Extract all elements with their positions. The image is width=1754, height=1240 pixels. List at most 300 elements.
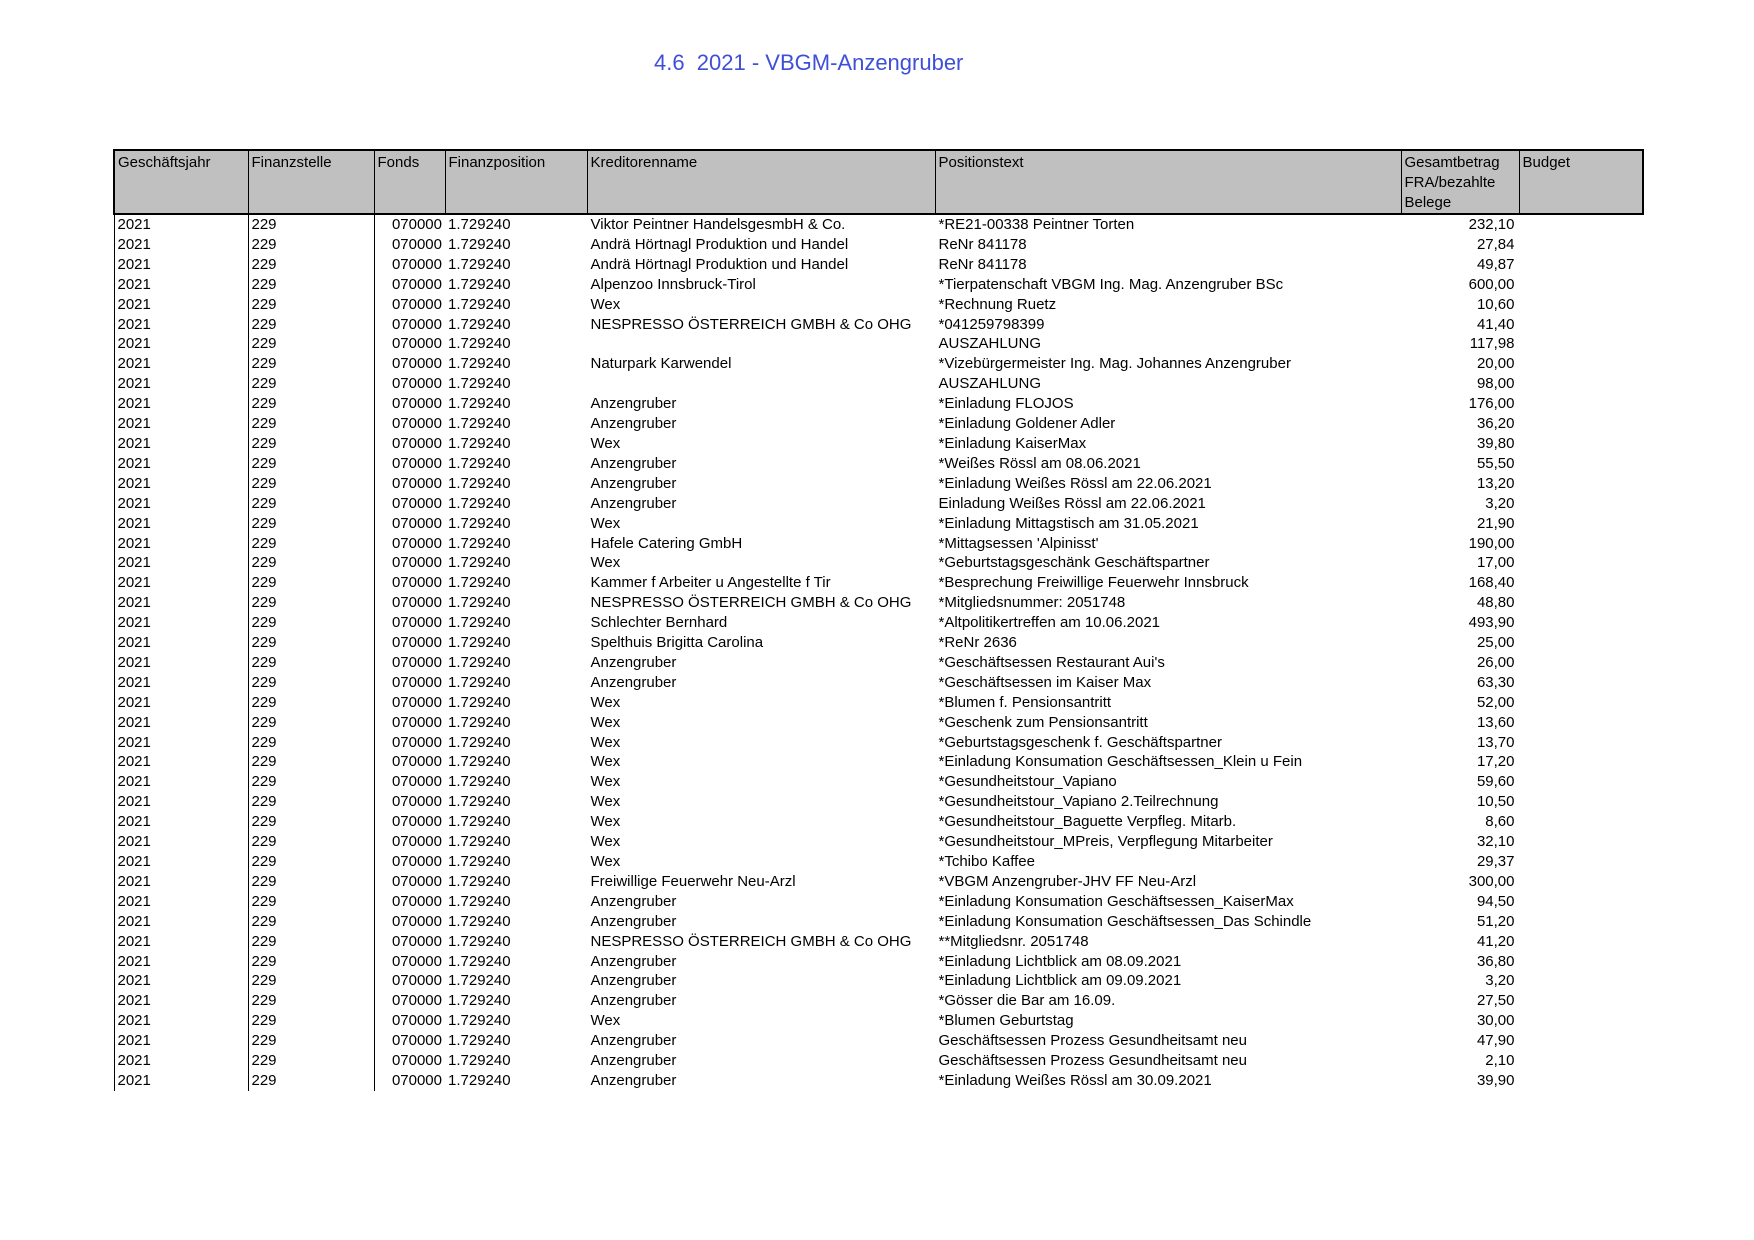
- table-row: [114, 573, 1643, 593]
- cell-kreditorenname: Naturpark Karwendel: [590, 355, 732, 373]
- cell-finanzstelle: 229: [248, 733, 374, 753]
- cell-gesamtbetrag: 232,10: [1468, 216, 1515, 233]
- cell-positionstext: *Besprechung Freiwillige Feuerwehr Innsbruck: [938, 574, 1249, 592]
- cell-fonds: 070000: [374, 295, 445, 315]
- cell-geschaeftsjahr: 2021: [114, 374, 248, 394]
- cell-finanzposition: 1.729240: [448, 315, 511, 333]
- cell-finanzstelle: 229: [248, 474, 374, 494]
- cell-kreditorenname: Andrä Hörtnagl Produktion und Handel: [590, 255, 849, 273]
- cell-finanzposition: 1.729240: [448, 813, 511, 831]
- cell-finanzstelle: 229: [248, 1031, 374, 1051]
- cell-finanzstelle: 229: [248, 454, 374, 474]
- cell-finanzposition: 1.729240: [448, 932, 511, 950]
- cell-kreditorenname: Anzengruber: [590, 653, 677, 671]
- cell-positionstext: *041259798399: [938, 315, 1045, 333]
- cell-finanzposition: 1.729240: [448, 773, 511, 791]
- cell-kreditorenname: Anzengruber: [590, 395, 677, 413]
- cell-finanzposition: 1.729240: [448, 1032, 511, 1050]
- cell-finanzstelle: 229: [248, 673, 374, 693]
- cell-fonds: 070000: [374, 912, 445, 932]
- table-row: [114, 713, 1643, 733]
- cell-budget: [1519, 1011, 1643, 1031]
- cell-positionstext: *Einladung Weißes Rössl am 22.06.2021: [938, 474, 1212, 492]
- table-row: [114, 991, 1643, 1011]
- cell-budget: [1519, 315, 1643, 335]
- cell-finanzposition: 1.729240: [448, 275, 511, 293]
- expense-table-container: [113, 149, 1642, 1091]
- cell-positionstext: *Gesundheitstour_Vapiano: [938, 773, 1117, 791]
- cell-gesamtbetrag: 48,80: [1476, 594, 1515, 612]
- cell-finanzstelle: 229: [248, 235, 374, 255]
- cell-gesamtbetrag: 8,60: [1485, 813, 1515, 831]
- cell-gesamtbetrag: 117,98: [1469, 335, 1515, 353]
- cell-budget: [1519, 852, 1643, 872]
- cell-gesamtbetrag: 47,90: [1476, 1032, 1515, 1050]
- table-row: [114, 792, 1643, 812]
- cell-finanzposition: 1.729240: [448, 434, 511, 452]
- cell-fonds: 070000: [374, 991, 445, 1011]
- cell-geschaeftsjahr: 2021: [114, 494, 248, 514]
- cell-positionstext: *Gesundheitstour_Vapiano 2.Teilrechnung: [938, 793, 1219, 811]
- cell-finanzposition: 1.729240: [448, 972, 511, 990]
- cell-fonds: 070000: [374, 1071, 445, 1091]
- cell-geschaeftsjahr: 2021: [114, 434, 248, 454]
- cell-kreditorenname: Wex: [590, 693, 621, 711]
- cell-budget: [1519, 812, 1643, 832]
- cell-finanzposition: 1.729240: [448, 733, 511, 751]
- header-positionstext: Positionstext: [935, 150, 1401, 214]
- cell-positionstext: Einladung Weißes Rössl am 22.06.2021: [938, 494, 1206, 512]
- cell-budget: [1519, 275, 1643, 295]
- cell-budget: [1519, 394, 1643, 414]
- cell-fonds: 070000: [374, 414, 445, 434]
- cell-positionstext: *VBGM Anzengruber-JHV FF Neu-Arzl: [938, 872, 1197, 890]
- cell-geschaeftsjahr: 2021: [114, 892, 248, 912]
- cell-positionstext: *Geburtstagsgeschänk Geschäftspartner: [938, 554, 1210, 572]
- cell-fonds: 070000: [374, 812, 445, 832]
- table-row: [114, 733, 1643, 753]
- table-row: [114, 235, 1643, 255]
- cell-kreditorenname: Wex: [590, 753, 621, 771]
- cell-fonds: 070000: [374, 852, 445, 872]
- cell-budget: [1519, 255, 1643, 275]
- table-row: [114, 414, 1643, 434]
- cell-budget: [1519, 673, 1643, 693]
- cell-gesamtbetrag: 98,00: [1476, 375, 1515, 393]
- cell-fonds: 070000: [374, 394, 445, 414]
- table-row: [114, 971, 1643, 991]
- cell-kreditorenname: NESPRESSO ÖSTERREICH GMBH & Co OHG: [590, 594, 912, 612]
- cell-fonds: 070000: [374, 713, 445, 733]
- cell-fonds: 070000: [374, 434, 445, 454]
- cell-kreditorenname: Anzengruber: [590, 1071, 677, 1089]
- table-row: [114, 673, 1643, 693]
- cell-gesamtbetrag: 176,00: [1468, 395, 1515, 413]
- cell-geschaeftsjahr: 2021: [114, 852, 248, 872]
- cell-kreditorenname: Wex: [590, 554, 621, 572]
- cell-budget: [1519, 214, 1643, 235]
- cell-finanzstelle: 229: [248, 494, 374, 514]
- table-row: [114, 434, 1643, 454]
- cell-budget: [1519, 414, 1643, 434]
- cell-geschaeftsjahr: 2021: [114, 394, 248, 414]
- cell-kreditorenname: [587, 334, 935, 354]
- cell-fonds: 070000: [374, 932, 445, 952]
- cell-gesamtbetrag: 36,80: [1476, 952, 1515, 970]
- cell-budget: [1519, 633, 1643, 653]
- cell-gesamtbetrag: 52,00: [1476, 693, 1515, 711]
- table-row: [114, 872, 1643, 892]
- cell-kreditorenname: NESPRESSO ÖSTERREICH GMBH & Co OHG: [590, 932, 912, 950]
- cell-positionstext: *ReNr 2636: [938, 634, 1017, 652]
- cell-budget: [1519, 613, 1643, 633]
- cell-positionstext: *Geschäftsessen im Kaiser Max: [938, 673, 1152, 691]
- cell-budget: [1519, 374, 1643, 394]
- cell-kreditorenname: Wex: [590, 295, 621, 313]
- cell-geschaeftsjahr: 2021: [114, 534, 248, 554]
- cell-positionstext: *Blumen Geburtstag: [938, 1012, 1074, 1030]
- cell-positionstext: *Einladung Konsumation Geschäftsessen_Klein u Fein: [938, 753, 1303, 771]
- cell-kreditorenname: Kammer f Arbeiter u Angestellte f Tir: [590, 574, 831, 592]
- header-fonds: Fonds: [374, 150, 445, 214]
- cell-budget: [1519, 792, 1643, 812]
- cell-budget: [1519, 593, 1643, 613]
- cell-budget: [1519, 514, 1643, 534]
- cell-finanzposition: 1.729240: [448, 653, 511, 671]
- cell-finanzposition: 1.729240: [448, 952, 511, 970]
- cell-fonds: 070000: [374, 334, 445, 354]
- cell-kreditorenname: Wex: [590, 713, 621, 731]
- cell-budget: [1519, 295, 1643, 315]
- cell-fonds: 070000: [374, 1031, 445, 1051]
- cell-fonds: 070000: [374, 374, 445, 394]
- header-gesamtbetrag-line2: FRA/bezahlte: [1404, 174, 1496, 191]
- cell-gesamtbetrag: 29,37: [1476, 853, 1515, 870]
- cell-geschaeftsjahr: 2021: [114, 832, 248, 852]
- cell-finanzstelle: 229: [248, 613, 374, 633]
- table-row: [114, 275, 1643, 295]
- cell-gesamtbetrag: 17,20: [1476, 753, 1515, 771]
- header-gesamtbetrag-line3: Belege: [1404, 194, 1452, 211]
- cell-finanzstelle: 229: [248, 1071, 374, 1091]
- cell-fonds: 070000: [374, 752, 445, 772]
- cell-fonds: 070000: [374, 593, 445, 613]
- cell-kreditorenname: [587, 374, 935, 394]
- cell-kreditorenname: Viktor Peintner HandelsgesmbH & Co.: [590, 216, 846, 233]
- table-row: [114, 593, 1643, 613]
- cell-finanzposition: 1.729240: [448, 454, 511, 472]
- cell-positionstext: Geschäftsessen Prozess Gesundheitsamt neu: [938, 1052, 1247, 1070]
- cell-geschaeftsjahr: 2021: [114, 952, 248, 972]
- table-row: [114, 334, 1643, 354]
- cell-kreditorenname: Anzengruber: [590, 494, 677, 512]
- cell-geschaeftsjahr: 2021: [114, 713, 248, 733]
- cell-gesamtbetrag: 17,00: [1476, 554, 1515, 572]
- cell-fonds: 070000: [374, 693, 445, 713]
- cell-kreditorenname: Wex: [590, 813, 621, 831]
- cell-fonds: 070000: [374, 952, 445, 972]
- cell-geschaeftsjahr: 2021: [114, 354, 248, 374]
- cell-kreditorenname: Spelthuis Brigitta Carolina: [590, 634, 764, 652]
- cell-positionstext: *Tchibo Kaffee: [938, 853, 1035, 870]
- cell-geschaeftsjahr: 2021: [114, 693, 248, 713]
- cell-finanzstelle: 229: [248, 593, 374, 613]
- cell-gesamtbetrag: 10,50: [1476, 793, 1515, 811]
- cell-geschaeftsjahr: 2021: [114, 275, 248, 295]
- cell-fonds: 070000: [374, 733, 445, 753]
- cell-fonds: 070000: [374, 613, 445, 633]
- cell-finanzposition: 1.729240: [448, 594, 511, 612]
- cell-gesamtbetrag: 3,20: [1485, 494, 1515, 512]
- cell-gesamtbetrag: 10,60: [1476, 295, 1515, 313]
- cell-positionstext: *Vizebürgermeister Ing. Mag. Johannes Anzengruber: [938, 355, 1291, 373]
- cell-fonds: 070000: [374, 514, 445, 534]
- cell-positionstext: *Gösser die Bar am 16.09.: [938, 992, 1116, 1010]
- cell-positionstext: ReNr 841178: [938, 235, 1027, 253]
- header-row: [114, 150, 1643, 214]
- cell-budget: [1519, 971, 1643, 991]
- cell-finanzstelle: 229: [248, 534, 374, 554]
- cell-finanzposition: 1.729240: [448, 912, 511, 930]
- cell-fonds: 070000: [374, 553, 445, 573]
- table-row: [114, 832, 1643, 852]
- cell-geschaeftsjahr: 2021: [114, 971, 248, 991]
- table-row: [114, 295, 1643, 315]
- cell-finanzstelle: 229: [248, 295, 374, 315]
- cell-gesamtbetrag: 94,50: [1476, 892, 1515, 910]
- cell-finanzstelle: 229: [248, 315, 374, 335]
- table-row: [114, 613, 1643, 633]
- cell-positionstext: *Geburtstagsgeschenk f. Geschäftspartner: [938, 733, 1222, 751]
- cell-gesamtbetrag: 59,60: [1476, 773, 1515, 791]
- cell-finanzposition: 1.729240: [448, 514, 511, 532]
- header-gesamtbetrag: [1401, 150, 1519, 214]
- cell-finanzstelle: 229: [248, 1051, 374, 1071]
- cell-finanzstelle: 229: [248, 852, 374, 872]
- header-geschaeftsjahr: Geschäftsjahr: [114, 150, 248, 214]
- cell-finanzstelle: 229: [248, 892, 374, 912]
- cell-geschaeftsjahr: 2021: [114, 1031, 248, 1051]
- cell-finanzposition: 1.729240: [448, 853, 511, 870]
- cell-positionstext: *Weißes Rössl am 08.06.2021: [938, 454, 1141, 472]
- cell-finanzstelle: 229: [248, 354, 374, 374]
- cell-budget: [1519, 534, 1643, 554]
- cell-gesamtbetrag: 63,30: [1476, 673, 1515, 691]
- cell-geschaeftsjahr: 2021: [114, 255, 248, 275]
- cell-geschaeftsjahr: 2021: [114, 593, 248, 613]
- cell-gesamtbetrag: 2,10: [1485, 1052, 1515, 1070]
- table-row: [114, 772, 1643, 792]
- cell-geschaeftsjahr: 2021: [114, 991, 248, 1011]
- cell-geschaeftsjahr: 2021: [114, 1011, 248, 1031]
- cell-gesamtbetrag: 13,70: [1476, 733, 1515, 751]
- cell-fonds: 070000: [374, 235, 445, 255]
- cell-finanzposition: 1.729240: [448, 673, 511, 691]
- cell-budget: [1519, 1071, 1643, 1091]
- cell-budget: [1519, 474, 1643, 494]
- cell-gesamtbetrag: 600,00: [1468, 275, 1515, 293]
- cell-positionstext: *Rechnung Ruetz: [938, 295, 1057, 313]
- cell-gesamtbetrag: 30,00: [1476, 1012, 1515, 1030]
- cell-budget: [1519, 892, 1643, 912]
- cell-finanzposition: 1.729240: [448, 554, 511, 572]
- cell-positionstext: ReNr 841178: [938, 255, 1027, 273]
- table-body: [114, 214, 1643, 1091]
- cell-kreditorenname: Wex: [590, 434, 621, 452]
- cell-finanzstelle: 229: [248, 713, 374, 733]
- cell-budget: [1519, 553, 1643, 573]
- expense-table: [113, 149, 1644, 1091]
- cell-fonds: 070000: [374, 1011, 445, 1031]
- cell-positionstext: AUSZAHLUNG: [938, 335, 1042, 353]
- cell-fonds: 070000: [374, 772, 445, 792]
- cell-finanzposition: 1.729240: [448, 235, 511, 253]
- table-row: [114, 752, 1643, 772]
- cell-finanzstelle: 229: [248, 772, 374, 792]
- cell-finanzposition: 1.729240: [448, 355, 511, 373]
- cell-geschaeftsjahr: 2021: [114, 792, 248, 812]
- cell-geschaeftsjahr: 2021: [114, 295, 248, 315]
- table-row: [114, 1071, 1643, 1091]
- header-kreditorenname: Kreditorenname: [587, 150, 935, 214]
- cell-fonds: 070000: [374, 354, 445, 374]
- header-finanzstelle: Finanzstelle: [248, 150, 374, 214]
- cell-kreditorenname: Andrä Hörtnagl Produktion und Handel: [590, 235, 849, 253]
- table-row: [114, 315, 1643, 335]
- cell-finanzstelle: 229: [248, 932, 374, 952]
- cell-kreditorenname: Anzengruber: [590, 474, 677, 492]
- cell-gesamtbetrag: 3,20: [1485, 972, 1515, 990]
- cell-budget: [1519, 454, 1643, 474]
- cell-budget: [1519, 693, 1643, 713]
- table-row: [114, 852, 1643, 872]
- cell-gesamtbetrag: 27,84: [1476, 235, 1515, 253]
- cell-geschaeftsjahr: 2021: [114, 214, 248, 235]
- cell-finanzstelle: 229: [248, 832, 374, 852]
- cell-geschaeftsjahr: 2021: [114, 752, 248, 772]
- cell-kreditorenname: Wex: [590, 833, 621, 851]
- table-row: [114, 474, 1643, 494]
- table-row: [114, 394, 1643, 414]
- cell-fonds: 070000: [374, 275, 445, 295]
- cell-kreditorenname: Anzengruber: [590, 415, 677, 433]
- cell-finanzposition: 1.729240: [448, 872, 511, 890]
- cell-gesamtbetrag: 25,00: [1476, 634, 1515, 652]
- table-row: [114, 534, 1643, 554]
- cell-fonds: 070000: [374, 494, 445, 514]
- cell-kreditorenname: Wex: [590, 853, 621, 870]
- cell-budget: [1519, 912, 1643, 932]
- cell-geschaeftsjahr: 2021: [114, 414, 248, 434]
- cell-positionstext: *Gesundheitstour_Baguette Verpfleg. Mitarb.: [938, 813, 1237, 831]
- table-row: [114, 514, 1643, 534]
- cell-finanzstelle: 229: [248, 553, 374, 573]
- cell-finanzstelle: 229: [248, 971, 374, 991]
- cell-kreditorenname: Anzengruber: [590, 1052, 677, 1070]
- cell-positionstext: *Tierpatenschaft VBGM Ing. Mag. Anzengruber BSc: [938, 275, 1284, 293]
- cell-gesamtbetrag: 168,40: [1468, 574, 1515, 592]
- cell-geschaeftsjahr: 2021: [114, 673, 248, 693]
- table-row: [114, 633, 1643, 653]
- cell-finanzstelle: 229: [248, 255, 374, 275]
- cell-positionstext: AUSZAHLUNG: [938, 375, 1042, 393]
- table-row: [114, 374, 1643, 394]
- cell-finanzstelle: 229: [248, 334, 374, 354]
- cell-finanzposition: 1.729240: [448, 793, 511, 811]
- cell-kreditorenname: Anzengruber: [590, 673, 677, 691]
- cell-geschaeftsjahr: 2021: [114, 653, 248, 673]
- cell-gesamtbetrag: 20,00: [1476, 355, 1515, 373]
- cell-positionstext: *Einladung Konsumation Geschäftsessen_KaiserMax: [938, 892, 1294, 910]
- cell-gesamtbetrag: 27,50: [1476, 992, 1515, 1010]
- cell-gesamtbetrag: 13,20: [1476, 474, 1515, 492]
- cell-positionstext: *Mittagsessen 'Alpinisst': [938, 534, 1099, 552]
- cell-kreditorenname: Wex: [590, 793, 621, 811]
- cell-geschaeftsjahr: 2021: [114, 334, 248, 354]
- cell-fonds: 070000: [374, 454, 445, 474]
- cell-fonds: 070000: [374, 792, 445, 812]
- cell-positionstext: *Einladung Konsumation Geschäftsessen_Das Schindle: [938, 912, 1312, 930]
- cell-finanzposition: 1.729240: [448, 534, 511, 552]
- cell-finanzposition: 1.729240: [448, 833, 511, 851]
- cell-finanzposition: 1.729240: [448, 634, 511, 652]
- cell-geschaeftsjahr: 2021: [114, 235, 248, 255]
- cell-gesamtbetrag: 493,90: [1468, 614, 1515, 632]
- cell-geschaeftsjahr: 2021: [114, 812, 248, 832]
- cell-finanzstelle: 229: [248, 434, 374, 454]
- cell-finanzposition: 1.729240: [448, 693, 511, 711]
- cell-gesamtbetrag: 51,20: [1476, 912, 1515, 930]
- cell-positionstext: *Blumen f. Pensionsantritt: [938, 693, 1112, 711]
- table-row: [114, 1031, 1643, 1051]
- cell-gesamtbetrag: 49,87: [1476, 255, 1515, 273]
- cell-finanzstelle: 229: [248, 214, 374, 235]
- header-gesamtbetrag-line1: Gesamtbetrag: [1404, 154, 1500, 171]
- cell-budget: [1519, 832, 1643, 852]
- cell-finanzposition: 1.729240: [448, 295, 511, 313]
- cell-kreditorenname: Anzengruber: [590, 912, 677, 930]
- cell-fonds: 070000: [374, 474, 445, 494]
- cell-finanzstelle: 229: [248, 812, 374, 832]
- table-row: [114, 892, 1643, 912]
- table-row: [114, 653, 1643, 673]
- cell-budget: [1519, 752, 1643, 772]
- cell-gesamtbetrag: 13,60: [1476, 713, 1515, 731]
- cell-geschaeftsjahr: 2021: [114, 553, 248, 573]
- cell-finanzposition: 1.729240: [448, 395, 511, 413]
- cell-fonds: 070000: [374, 872, 445, 892]
- cell-budget: [1519, 733, 1643, 753]
- cell-geschaeftsjahr: 2021: [114, 872, 248, 892]
- cell-geschaeftsjahr: 2021: [114, 573, 248, 593]
- cell-finanzstelle: 229: [248, 693, 374, 713]
- table-row: [114, 255, 1643, 275]
- cell-finanzposition: 1.729240: [448, 474, 511, 492]
- cell-geschaeftsjahr: 2021: [114, 315, 248, 335]
- cell-fonds: 070000: [374, 653, 445, 673]
- cell-budget: [1519, 573, 1643, 593]
- cell-gesamtbetrag: 300,00: [1468, 872, 1515, 890]
- cell-kreditorenname: Wex: [590, 514, 621, 532]
- cell-fonds: 070000: [374, 1051, 445, 1071]
- cell-gesamtbetrag: 32,10: [1476, 833, 1515, 851]
- cell-finanzposition: 1.729240: [448, 335, 511, 353]
- cell-budget: [1519, 1031, 1643, 1051]
- cell-finanzposition: 1.729240: [448, 1012, 511, 1030]
- cell-geschaeftsjahr: 2021: [114, 772, 248, 792]
- cell-positionstext: *Einladung KaiserMax: [938, 434, 1087, 452]
- cell-positionstext: *Geschenk zum Pensionsantritt: [938, 713, 1148, 731]
